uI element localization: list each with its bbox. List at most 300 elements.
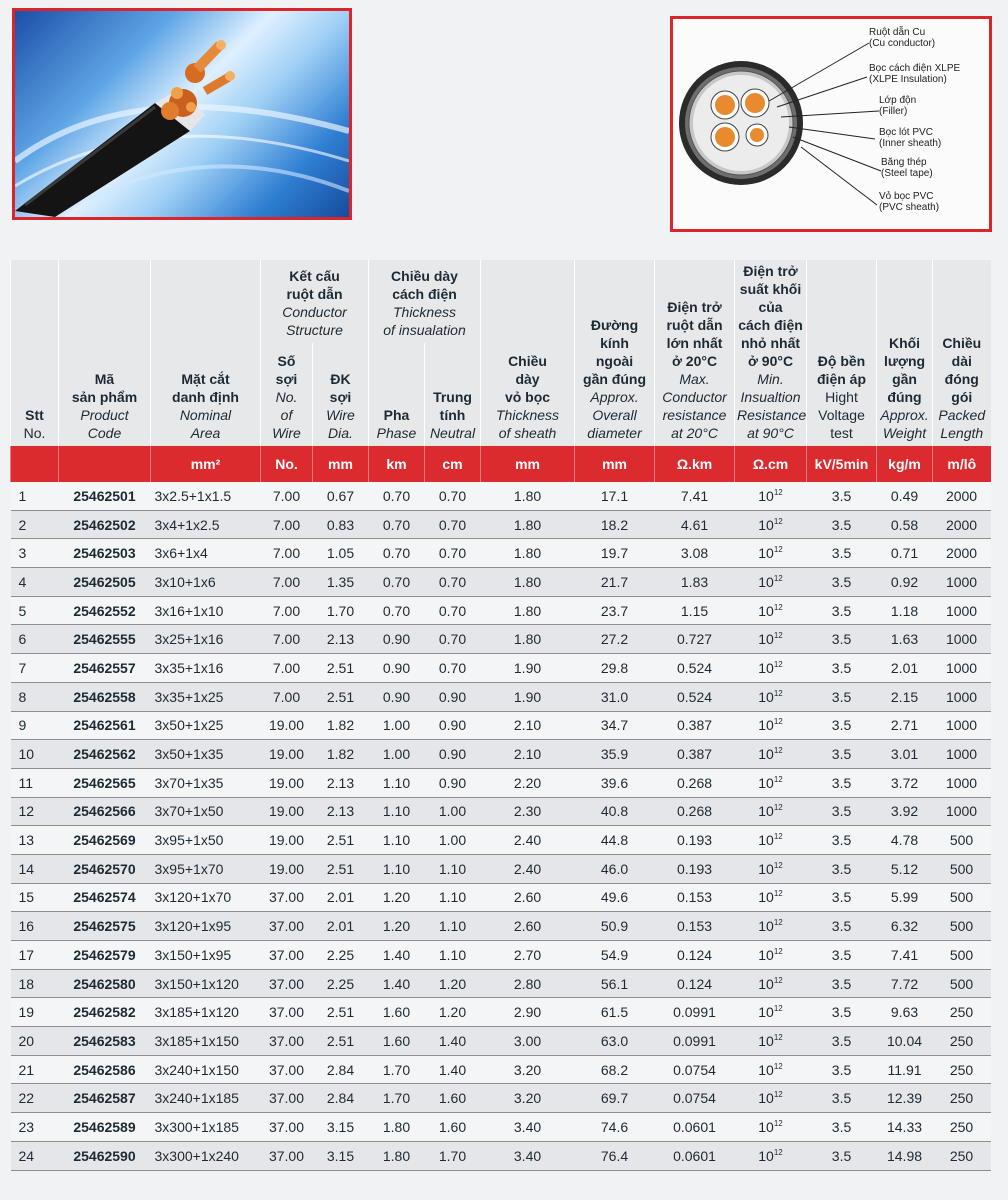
table-cell: 1000 [933,682,991,711]
table-cell: 0.153 [655,883,735,912]
table-cell: 1.60 [369,998,425,1027]
legend-en: (Cu conductor) [869,38,936,49]
table-cell: 19.00 [261,740,313,769]
legend-cu-conductor [869,27,935,49]
table-cell: 1.80 [481,596,575,625]
legend-filler [879,95,916,117]
table-cell: 3.00 [481,1027,575,1056]
table-cell: 0.0601 [655,1141,735,1170]
legend-steel-tape [881,157,933,179]
table-cell: 1000 [933,596,991,625]
ins-res-base: 10 [758,573,774,590]
table-cell: 0.70 [369,596,425,625]
table-cell: 3.15 [313,1113,369,1142]
header-packed-length [933,260,991,446]
table-cell: 18 [11,969,59,998]
table-cell: 3x10+1x6 [151,568,261,597]
table-cell: 25462501 [59,482,151,510]
table-cell: 19.00 [261,797,313,826]
table-cell: 0.124 [655,969,735,998]
header-text: Conductor [282,304,347,321]
table-cell: 7.00 [261,625,313,654]
table-cell: 0.70 [425,654,481,683]
table-cell: 3x240+1x150 [151,1055,261,1084]
table-cell: 2.71 [877,711,933,740]
ins-res-exponent: 12 [773,602,783,612]
header-text: danh định [172,389,239,405]
table-cell: 14.33 [877,1113,933,1142]
table-cell: 1.10 [369,826,425,855]
table-cell: 3.08 [655,539,735,568]
ins-res-exponent: 12 [773,832,783,842]
table-cell: 1.83 [655,568,735,597]
table-cell: 500 [933,854,991,883]
header-text: ruột dẫn [666,317,723,333]
header-text: đóng [944,371,979,387]
table-cell: 25462503 [59,539,151,568]
table-cell: 1000 [933,768,991,797]
table-cell: 3x6+1x4 [151,539,261,568]
table-cell: 1.20 [425,998,481,1027]
header-sheath-thickness [481,260,575,446]
table-cell: 500 [933,941,991,970]
table-cell: 5.12 [877,854,933,883]
header-text: Wire [272,425,301,441]
table-cell: 0.387 [655,740,735,769]
table-cell: 0.193 [655,854,735,883]
table-cell: 0.70 [369,510,425,539]
table-cell [735,1084,807,1113]
ins-res-exponent: 12 [773,573,783,583]
table-cell: 37.00 [261,998,313,1027]
ins-res-base: 10 [758,602,774,619]
table-cell: 0.0601 [655,1113,735,1142]
table-cell: 0.90 [369,682,425,711]
table-cell: 7.00 [261,539,313,568]
table-cell: 25462575 [59,912,151,941]
table-cell: 0.90 [425,682,481,711]
table-cell: 54.9 [575,941,655,970]
table-cell: 2.25 [313,969,369,998]
table-cell: 31.0 [575,682,655,711]
ins-res-exponent: 12 [773,946,783,956]
table-cell: 2.01 [313,912,369,941]
table-cell [735,711,807,740]
legend-en: (Steel tape) [881,168,933,179]
table-cell: 14.98 [877,1141,933,1170]
table-cell: 20 [11,1027,59,1056]
table-cell [735,482,807,510]
table-cell: 0.70 [425,539,481,568]
table-cell: 2.80 [481,969,575,998]
table-body [11,482,991,1170]
ins-res-exponent: 12 [773,803,783,813]
table-cell: 0.0991 [655,1027,735,1056]
table-cell: 37.00 [261,941,313,970]
header-text: Neutral [429,425,476,441]
table-cell: 1.10 [425,883,481,912]
table-cell: 35.9 [575,740,655,769]
legend-en: (PVC sheath) [879,202,940,213]
table-cell: 17.1 [575,482,655,510]
table-cell: 1000 [933,797,991,826]
header-text: Chiều [942,335,982,351]
table-cell: 2.13 [313,625,369,654]
cable-illustration [15,11,349,217]
table-cell: 3x4+1x2.5 [151,510,261,539]
ins-res-base: 10 [758,1004,774,1021]
table-cell: 0.71 [877,539,933,568]
header-text: resistance [662,407,727,423]
table-row [11,1027,991,1056]
table-cell: 0.0754 [655,1055,735,1084]
table-cell: 3.40 [481,1113,575,1142]
table-cell: 9 [11,711,59,740]
table-cell: 19.7 [575,539,655,568]
unit-cell: mm [575,446,655,482]
table-cell [735,596,807,625]
table-cell: 22 [11,1084,59,1113]
header-text: gần [892,371,917,387]
table-cell: 1.80 [481,510,575,539]
header-text: Điện trở [743,263,798,279]
ins-res-base: 10 [758,946,774,963]
table-cell: 2000 [933,539,991,568]
header-text: Khối [888,335,921,351]
table-row [11,682,991,711]
table-cell: 1.00 [425,797,481,826]
header-text: cách điện [392,286,457,303]
table-cell: 1 [11,482,59,510]
table-cell: 7 [11,654,59,683]
table-row [11,941,991,970]
table-cell: 0.70 [369,539,425,568]
ins-res-base: 10 [758,746,774,763]
header-text: Stt [25,407,44,423]
header-text: Thickness [392,304,457,321]
table-cell: 2.10 [481,711,575,740]
table-cell: 2.84 [313,1055,369,1084]
unit-cell: km [369,446,425,482]
table-cell: 3x35+1x25 [151,682,261,711]
header-text: đúng [887,389,922,405]
unit-cell: Ω.km [655,446,735,482]
table-cell: 1.80 [369,1113,425,1142]
table-cell: 2.25 [313,941,369,970]
table-cell: 3.40 [481,1141,575,1170]
legend-xlpe [869,63,960,85]
header-text: ruột dẫn [286,286,343,303]
table-cell [735,912,807,941]
table-cell [735,768,807,797]
table-cell: 1000 [933,654,991,683]
unit-cell: Ω.cm [735,446,807,482]
header-text: Trung [433,389,472,405]
table-cell: 1000 [933,568,991,597]
ins-res-base: 10 [758,659,774,676]
table-cell: 1.60 [425,1113,481,1142]
unit-cell: No. [261,446,313,482]
header-text: test [830,425,853,441]
table-cell: 0.124 [655,941,735,970]
table-cell: 3.5 [807,510,877,539]
header-conductor-structure [261,260,369,343]
table-cell: 1.80 [481,625,575,654]
ins-res-exponent: 12 [773,688,783,698]
table-cell: 3.5 [807,826,877,855]
unit-cell: m/lô [933,446,991,482]
table-cell: 3x300+1x185 [151,1113,261,1142]
table-cell: 25462505 [59,568,151,597]
table-cell: 3.5 [807,740,877,769]
table-row [11,797,991,826]
table-cell: 3.5 [807,654,877,683]
ins-res-base: 10 [758,860,774,877]
table-cell: 19.00 [261,826,313,855]
table-cell: 1.80 [369,1141,425,1170]
table-cell: 3.5 [807,539,877,568]
header-nominal-area [151,260,261,446]
table-cell: 1.10 [369,854,425,883]
table-cell: 3x70+1x50 [151,797,261,826]
header-text: No. [275,389,298,405]
table-cell [735,1141,807,1170]
ins-res-base: 10 [758,545,774,562]
table-cell: 0.153 [655,912,735,941]
unit-cell: kV/5min [807,446,877,482]
table-cell: 3x185+1x150 [151,1027,261,1056]
unit-cell: cm [425,446,481,482]
header-text: Mặt cắt [181,371,230,387]
table-cell: 2.70 [481,941,575,970]
table-cell: 17 [11,941,59,970]
legend-vn: Vỏ bọc PVC [879,191,934,202]
table-cell [735,797,807,826]
header-text: Approx. [590,389,639,405]
table-cell: 0.70 [425,568,481,597]
ins-res-base: 10 [758,688,774,705]
table-cell: 0.268 [655,797,735,826]
table-cell: 7.41 [877,941,933,970]
header-text: Chiều [508,353,547,369]
table-cell: 3.5 [807,1027,877,1056]
table-cell: 23 [11,1113,59,1142]
table-cell: 1.10 [425,941,481,970]
table-cell: 25462562 [59,740,151,769]
table-cell: 1.40 [369,941,425,970]
table-cell: 5 [11,596,59,625]
table-cell: 1000 [933,711,991,740]
header-stt [11,260,59,446]
legend-pvc-sheath [879,191,939,213]
table-cell: 1.40 [425,1055,481,1084]
ins-res-exponent: 12 [773,545,783,555]
table-cell: 0.268 [655,768,735,797]
table-cell: 24 [11,1141,59,1170]
table-cell: 0.67 [313,482,369,510]
legend-en: (Filler) [879,106,908,117]
table-cell: 13 [11,826,59,855]
table-cell: 2.51 [313,1027,369,1056]
table-cell: 250 [933,1084,991,1113]
table-cell: 29.8 [575,654,655,683]
table-row [11,1055,991,1084]
table-cell: 25462569 [59,826,151,855]
unit-cell: mm² [151,446,261,482]
header-insulation-resistance [735,260,807,446]
table-cell: 1.90 [481,682,575,711]
header-row-1 [11,260,991,343]
table-cell: 3.5 [807,1141,877,1170]
header-text: Packed [938,407,986,423]
table-cell: 4 [11,568,59,597]
table-cell: 3.5 [807,568,877,597]
table-cell: 500 [933,826,991,855]
header-wire-count [261,343,313,446]
header-insulation-thickness [369,260,481,343]
table-cell: 10 [11,740,59,769]
table-cell: 9.63 [877,998,933,1027]
header-text: Voltage [818,407,865,423]
table-cell: 3.5 [807,711,877,740]
ins-res-base: 10 [758,1032,774,1049]
header-text: No. [23,425,46,441]
table-cell: 2.51 [313,682,369,711]
table-cell: 16 [11,912,59,941]
table-cell: 1.18 [877,596,933,625]
header-product-code [59,260,151,446]
header-text: điện áp [817,371,867,387]
ins-res-base: 10 [758,1061,774,1078]
header-text: Mã [94,371,115,387]
table-cell: 25462589 [59,1113,151,1142]
table-row [11,596,991,625]
table-cell: 250 [933,1113,991,1142]
table-cell: 2.01 [877,654,933,683]
table-cell: 500 [933,912,991,941]
header-text: gần đúng [583,371,647,387]
table-cell: 1000 [933,625,991,654]
table-row [11,510,991,539]
table-cell: 250 [933,1141,991,1170]
table-row [11,740,991,769]
header-text: at 20°C [671,425,718,441]
ins-res-base: 10 [758,918,774,935]
table-cell: 3.01 [877,740,933,769]
table-cell: 25462570 [59,854,151,883]
ins-res-base: 10 [758,1090,774,1107]
header-text: Thickness [496,407,560,423]
table-cell: 37.00 [261,912,313,941]
header-text: dày [515,371,540,387]
table-cell: 3 [11,539,59,568]
ins-res-base: 10 [758,889,774,906]
table-cell: 1.00 [369,740,425,769]
table-cell: 1.10 [425,912,481,941]
table-cell: 0.90 [425,768,481,797]
table-cell: 0.70 [369,568,425,597]
table-cell: 7.00 [261,482,313,510]
unit-cell: mm [481,446,575,482]
header-overall-diameter [575,260,655,446]
table-cell [735,1113,807,1142]
table-cell: 7.72 [877,969,933,998]
table-cell: 25462561 [59,711,151,740]
table-cell: 19.00 [261,768,313,797]
table-cell: 3x120+1x70 [151,883,261,912]
table-cell: 1.15 [655,596,735,625]
header-text: Chiều dày [391,268,458,285]
table-cell: 1.20 [425,969,481,998]
table-cell: 1.05 [313,539,369,568]
table-cell: 1.40 [425,1027,481,1056]
header-text: Structure [286,322,343,339]
table-cell: 3.5 [807,1055,877,1084]
table-row [11,711,991,740]
table-cell: 19.00 [261,854,313,883]
table-row [11,625,991,654]
table-cell: 7.00 [261,682,313,711]
header-text: tính [439,407,466,423]
table-cell: 0.92 [877,568,933,597]
table-cell: 25462558 [59,682,151,711]
table-cell: 1.63 [877,625,933,654]
table-cell: 2.60 [481,883,575,912]
table-cell: 2.13 [313,797,369,826]
table-cell [735,682,807,711]
table-cell: 3x240+1x185 [151,1084,261,1113]
table-cell: 0.524 [655,654,735,683]
header-text: sản phẩm [71,389,138,405]
legend-vn: Ruột dẫn Cu [869,27,926,38]
table-cell: 3x50+1x35 [151,740,261,769]
ins-res-exponent: 12 [773,746,783,756]
specification-table [10,260,991,1171]
table-cell: 0.83 [313,510,369,539]
table-cell: 25462583 [59,1027,151,1056]
header-text: Đường [590,317,639,333]
header-neutral [425,343,481,446]
table-cell: 3x95+1x50 [151,826,261,855]
table-cell: 40.8 [575,797,655,826]
header-text: of [280,407,293,423]
table-cell: 25462566 [59,797,151,826]
table-cell: 3.92 [877,797,933,826]
header-text: lượng [883,353,926,369]
table-row [11,912,991,941]
ins-res-exponent: 12 [773,631,783,641]
header-text: Số [277,353,296,369]
header-text: Area [190,425,221,441]
table-cell [735,568,807,597]
table-cell: 0.727 [655,625,735,654]
table-cell: 0.90 [425,740,481,769]
table-cell: 2.51 [313,998,369,1027]
header-weight [877,260,933,446]
table-cell: 39.6 [575,768,655,797]
table-row [11,768,991,797]
table-cell: 3x150+1x95 [151,941,261,970]
table-cell: 25462590 [59,1141,151,1170]
unit-cell [59,446,151,482]
table-cell: 74.6 [575,1113,655,1142]
table-cell: 1.80 [481,539,575,568]
table-cell: 21 [11,1055,59,1084]
header-text: at 90°C [747,425,794,441]
table-cell: 1.82 [313,740,369,769]
header-text: Weight [882,425,927,441]
table-cell [735,510,807,539]
